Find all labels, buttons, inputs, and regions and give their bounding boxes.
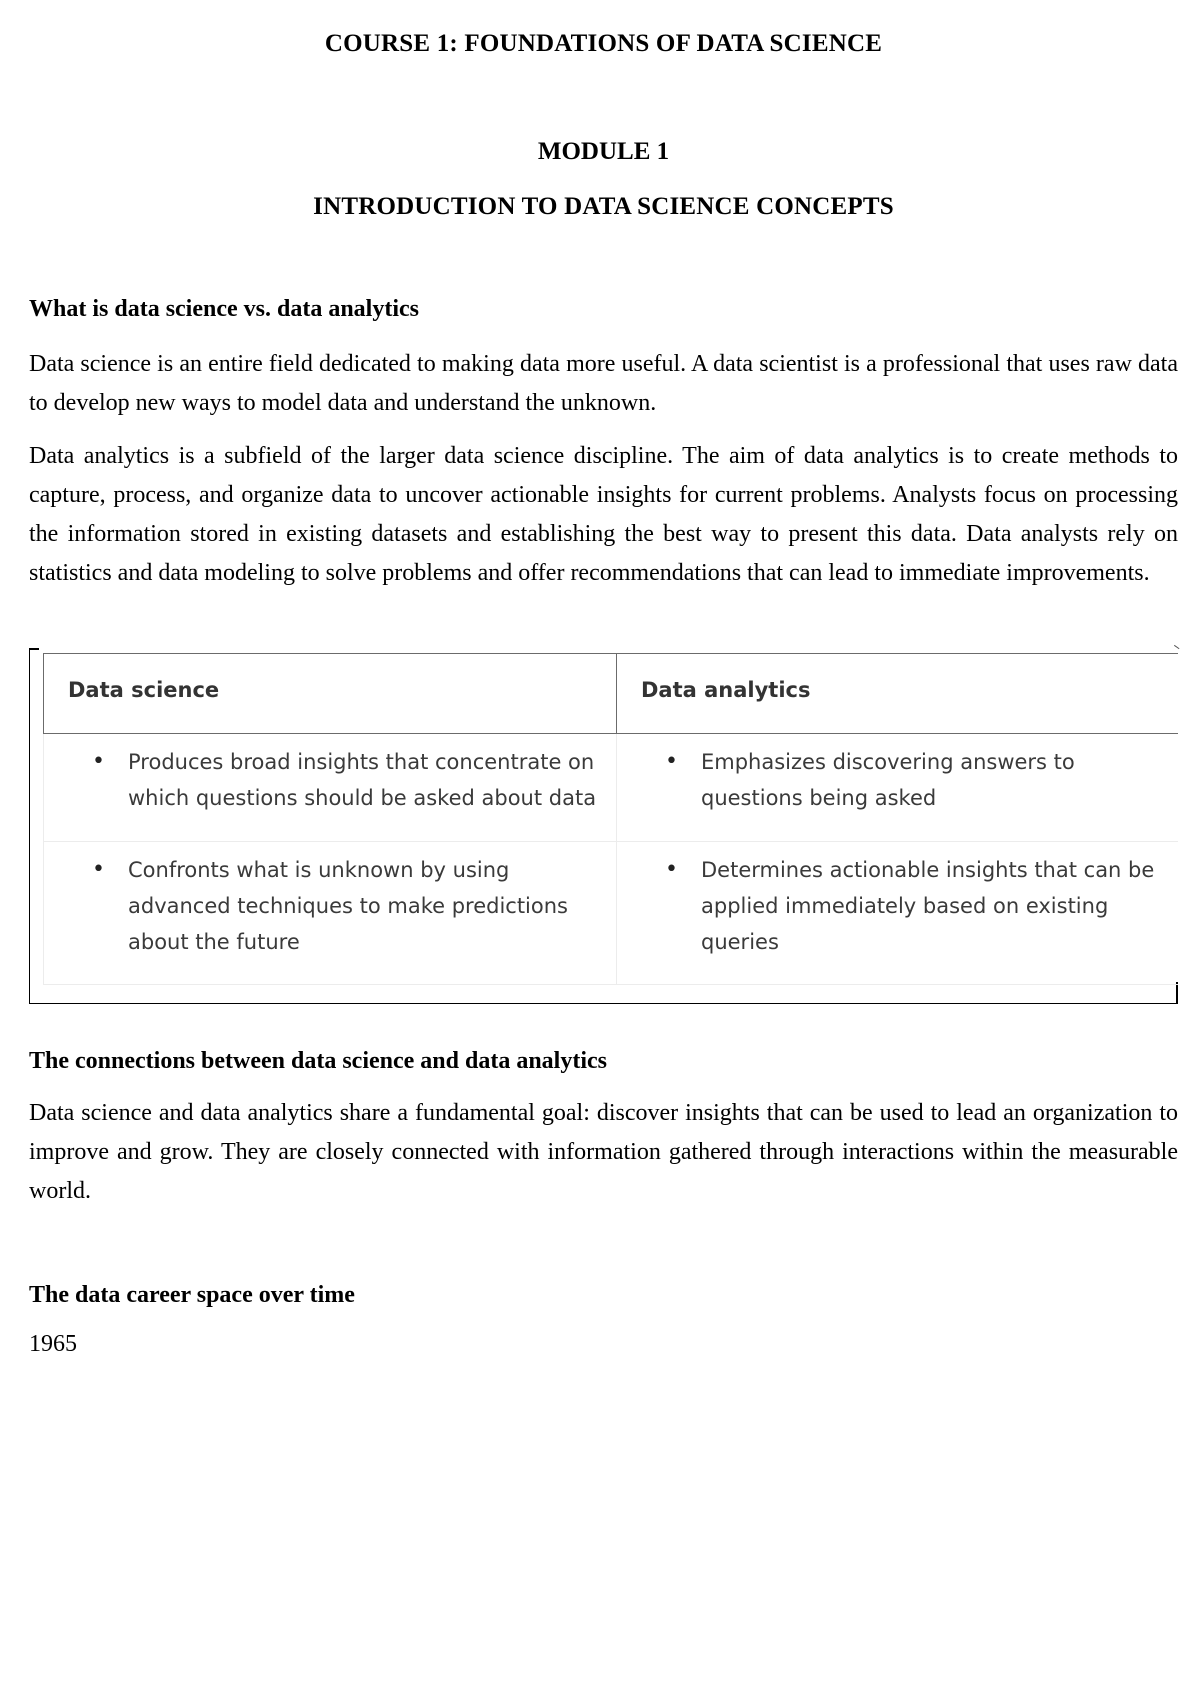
paragraph-connections: Data science and data analytics share a fundamental goal: discover insights that can be used to lead an organization to improve and grow. They are closely connected with information gathered through interactions within the measurable world. (29, 1100, 1178, 1204)
section-heading-connections: The connections between data science and data analytics (29, 1048, 607, 1074)
bullet-icon: • (665, 749, 678, 774)
cell-text: Determines actionable insights that can be applied immediately based on existing queries (701, 858, 1155, 954)
table-cell (44, 734, 617, 842)
section-heading-data-science-vs-analytics: What is data science vs. data analytics (29, 296, 419, 322)
table-row (44, 734, 1179, 842)
section-heading-career-space: The data career space over time (29, 1282, 355, 1308)
table-row (44, 842, 1179, 985)
bullet-icon: • (665, 857, 678, 882)
cell-text: Produces broad insights that concentrate on which questions should be asked about data (128, 750, 597, 810)
bullet-icon: • (92, 749, 105, 774)
frame-corner-mark (29, 648, 39, 650)
table-header-row (44, 654, 1179, 734)
module-title: INTRODUCTION TO DATA SCIENCE CONCEPTS (313, 193, 894, 220)
frame-corner-mark (1176, 982, 1178, 1004)
table-header-data-analytics: Data analytics (617, 654, 1179, 734)
course-title: COURSE 1: FOUNDATIONS OF DATA SCIENCE (324, 30, 883, 57)
comparison-table (43, 653, 1178, 985)
cell-text: Emphasizes discovering answers to questions being asked (701, 750, 1075, 810)
table-cell (617, 734, 1179, 842)
paragraph-data-analytics-definition: Data analytics is a subfield of the larger data science discipline. The aim of data analytics is to create methods to capture, process, and organize data to uncover actionable insights for current problems. Analysts focus on processing the information stored in existing datasets and establishing the best way to present this data. Data analysts rely on statistics and data modeling to solve problems and offer recommendations that can lead to immediate improvements. (29, 443, 1178, 586)
timeline-year: 1965 (29, 1331, 77, 1357)
table-header-data-science: Data science (44, 654, 617, 734)
bullet-icon: • (92, 857, 105, 882)
cell-text: Confronts what is unknown by using advanced techniques to make predictions about the future (128, 858, 568, 954)
table-cell (44, 842, 617, 985)
table-cell (617, 842, 1179, 985)
module-number: MODULE 1 (537, 138, 670, 165)
paragraph-data-science-definition: Data science is an entire field dedicated to making data more useful. A data scientist is a professional that uses raw data to develop new ways to model data and understand the unknown. (29, 351, 1178, 416)
